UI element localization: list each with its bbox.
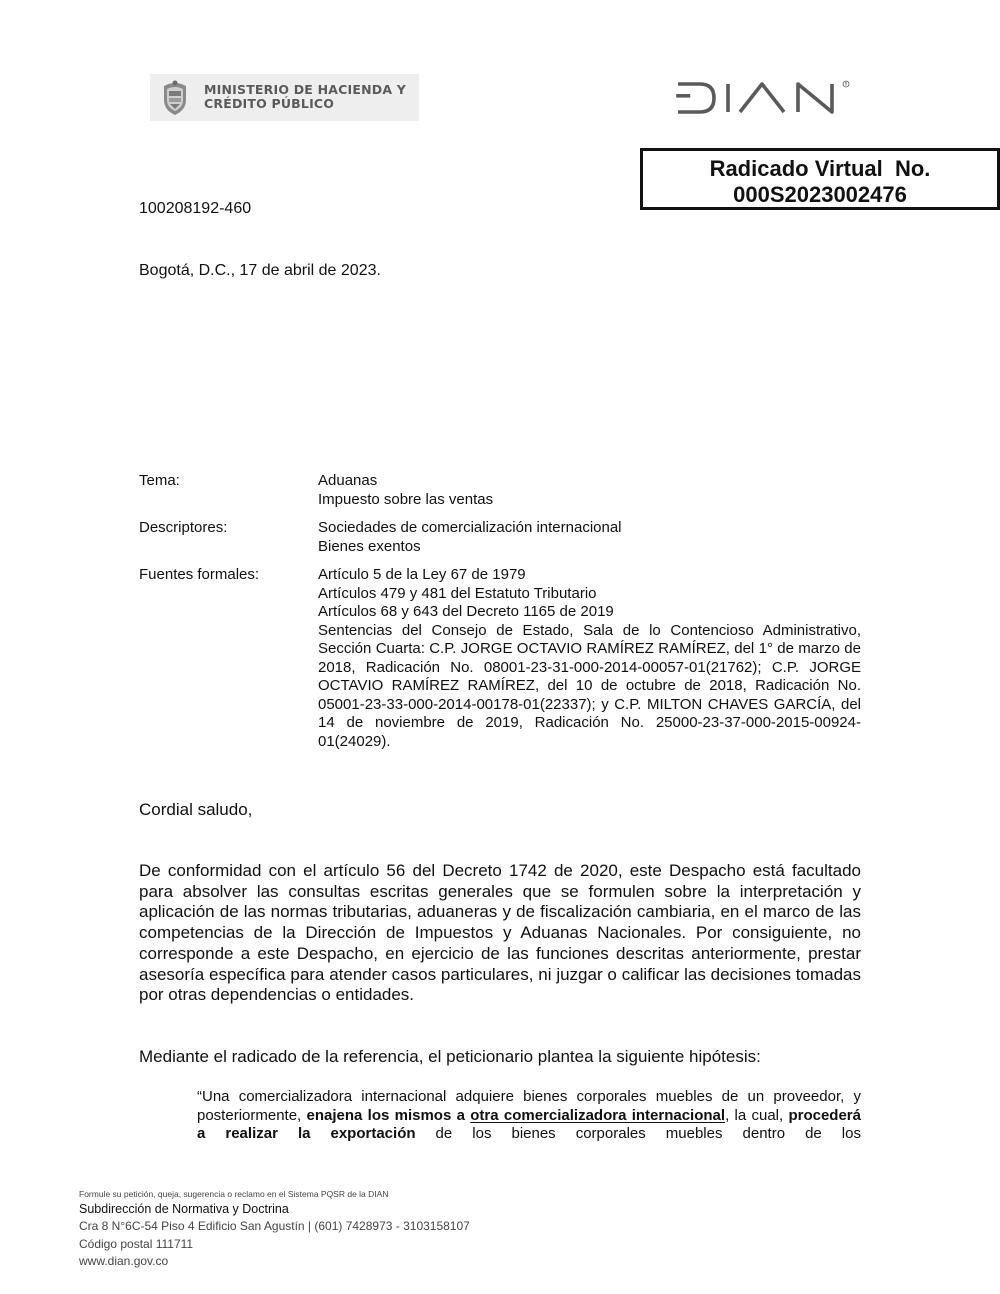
postal-code: Código postal 111711 <box>79 1236 194 1251</box>
fuente-value: Artículos 479 y 481 del Estatuto Tributario <box>318 584 597 602</box>
quote-text: “Una comercializadora internacional adquiere bienes corporales muebles de un proveedor, y posteriormente, <box>197 1088 861 1124</box>
tema-value: Aduanas <box>318 472 378 489</box>
office-address: Cra 8 N°6C-54 Piso 4 Edificio San Agustín | (601) 7428973 - 3103158107 <box>79 1219 470 1233</box>
quote-bold-text: procederá a realizar la exportación <box>197 1106 861 1142</box>
radicado-label: Radicado Virtual No. <box>709 156 931 181</box>
date-line: Bogotá, D.C., 17 de abril de 2023. <box>139 262 381 279</box>
descriptores-values <box>318 519 861 556</box>
radicado-box <box>640 148 1000 210</box>
pqsr-note: Formule su petición, queja, sugerencia o reclamo en el Sistema PQSR de la DIAN <box>79 1189 389 1199</box>
descriptores-label: Descriptores: <box>139 519 228 536</box>
ministry-name-line1: MINISTERIO DE HACIENDA Y <box>204 82 407 97</box>
descriptor-value: Bienes exentos <box>318 537 421 555</box>
fuente-sentencias: Sentencias del Consejo de Estado, Sala de lo Contencioso Administrativo, Sección Cuarta: C.P. JORGE OCTAVIO RAMÍREZ RAMÍREZ, del 1° de marzo de 2018, Radicación No. 08001-23-31-000-2014-00057-01(21762); C.P. JORGE OCTAVIO RAMÍREZ RAMÍREZ, del 10 de octubre de 2018, Radicación No. 05001-23-33-000-2014-00178-01(22337); y C.P. MILTON CHAVES GARCÍA, del 14 de noviembre de 2019, Radicación No. 25000-23-37-000-2015-00924-01(24029). <box>318 621 861 750</box>
tema-value: Impuesto sobre las ventas <box>318 490 494 508</box>
descriptor-value: Sociedades de comercialización internacional <box>318 519 622 536</box>
quote-text: de los bienes corporales muebles dentro de los <box>415 1125 861 1142</box>
quote-text: , la cual, <box>725 1106 789 1124</box>
fuente-value: Artículos 68 y 643 del Decreto 1165 de 2019 <box>318 603 614 620</box>
office-name: Subdirección de Normativa y Doctrina <box>79 1202 289 1216</box>
quote-bold-text: enajena los mismos a <box>306 1106 471 1124</box>
body-paragraph-2: Mediante el radicado de la referencia, el peticionario plantea la siguiente hipótesis: <box>139 1047 761 1066</box>
fuente-value: Artículo 5 de la Ley 67 de 1979 <box>318 566 526 583</box>
quoted-hypothesis <box>197 1088 861 1144</box>
tema-values <box>318 472 861 509</box>
reference-number: 100208192-460 <box>139 200 252 217</box>
ministry-name <box>204 83 406 111</box>
website-link[interactable]: www.dian.gov.co <box>79 1254 169 1268</box>
body-paragraph-1: De conformidad con el artículo 56 del Decreto 1742 de 2020, este Despacho está facultado para absolver las consultas escritas generales que se formulen sobre la interpretación y aplicación de las normas tributarias, aduaneras y de fiscalización cambiaria, en el marco de las competencias de la Dirección de Impuestos y Aduanas Nacionales. Por consiguiente, no corresponde a este Despacho, en ejercicio de las funciones descritas anteriormente, prestar asesoría específica para atender casos particulares, ni juzgar o calificar las decisiones tomadas por otras dependencias o entidades. <box>139 861 861 1005</box>
quote-bold-underlined-text: otra comercializadora internacional <box>470 1106 726 1124</box>
greeting: Cordial saludo, <box>139 800 253 819</box>
ministry-name-line2: CRÉDITO PÚBLICO <box>204 96 335 111</box>
coat-of-arms-icon <box>160 80 190 116</box>
ministry-logo <box>150 74 419 121</box>
footer <box>79 1188 470 1271</box>
dian-logo <box>676 80 852 116</box>
tema-label: Tema: <box>139 472 180 489</box>
fuentes-label: Fuentes formales: <box>139 566 260 583</box>
svg-text:R: R <box>844 81 848 87</box>
fuentes-values <box>318 566 861 751</box>
radicado-number: 000S2023002476 <box>733 182 907 207</box>
